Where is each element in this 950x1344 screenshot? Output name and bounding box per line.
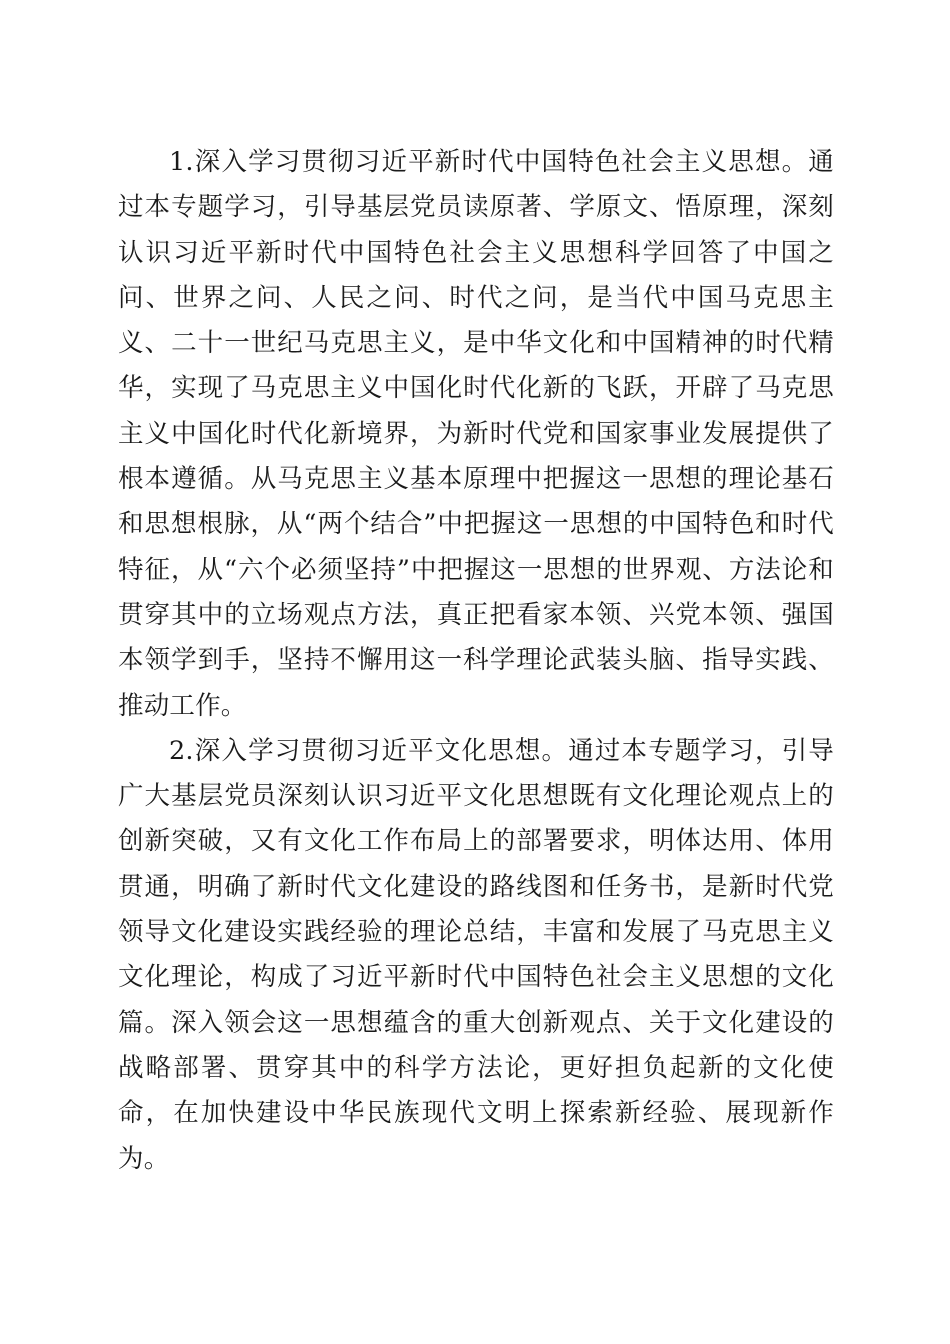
paragraph-2: 2.深入学习贯彻习近平文化思想。通过本专题学习，引导广大基层党员深刻认识习近平文化思想既有文化理论观点上的创新突破，又有文化工作布局上的部署要求，明体达用、体用贯通，明确了新时代文化建设的路线图和任务书，是新时代党领导文化建设实践经验的理论总结，丰富和发展了马克思主义文化理论，构成了习近平新时代中国特色社会主义思想的文化篇。深入领会这一思想蕴含的重大创新观点、关于文化建设的战略部署、贯穿其中的科学方法论，更好担负起新的文化使命，在加快建设中华民族现代文明上探索新经验、展现新作为。: [118, 735, 834, 1174]
paragraph-1: 1.深入学习贯彻习近平新时代中国特色社会主义思想。通过本专题学习，引导基层党员读原著、学原文、悟原理，深刻认识习近平新时代中国特色社会主义思想科学回答了中国之问、世界之问、人民之问、时代之问，是当代中国马克思主义、二十一世纪马克思主义，是中华文化和中国精神的时代精华，实现了马克思主义中国化时代化新的飞跃，开辟了马克思主义中国化时代化新境界，为新时代党和国家事业发展提供了根本遵循。从马克思主义基本原理中把握这一思想的理论基石和思想根脉，从“两个结合”中把握这一思想的中国特色和时代特征，从“六个必须坚持”中把握这一思想的世界观、方法论和贯穿其中的立场观点方法，真正把看家本领、兴党本领、强国本领学到手，坚持不懈用这一科学理论武装头脑、指导实践、推动工作。: [118, 147, 834, 721]
document-body: [118, 140, 834, 1182]
